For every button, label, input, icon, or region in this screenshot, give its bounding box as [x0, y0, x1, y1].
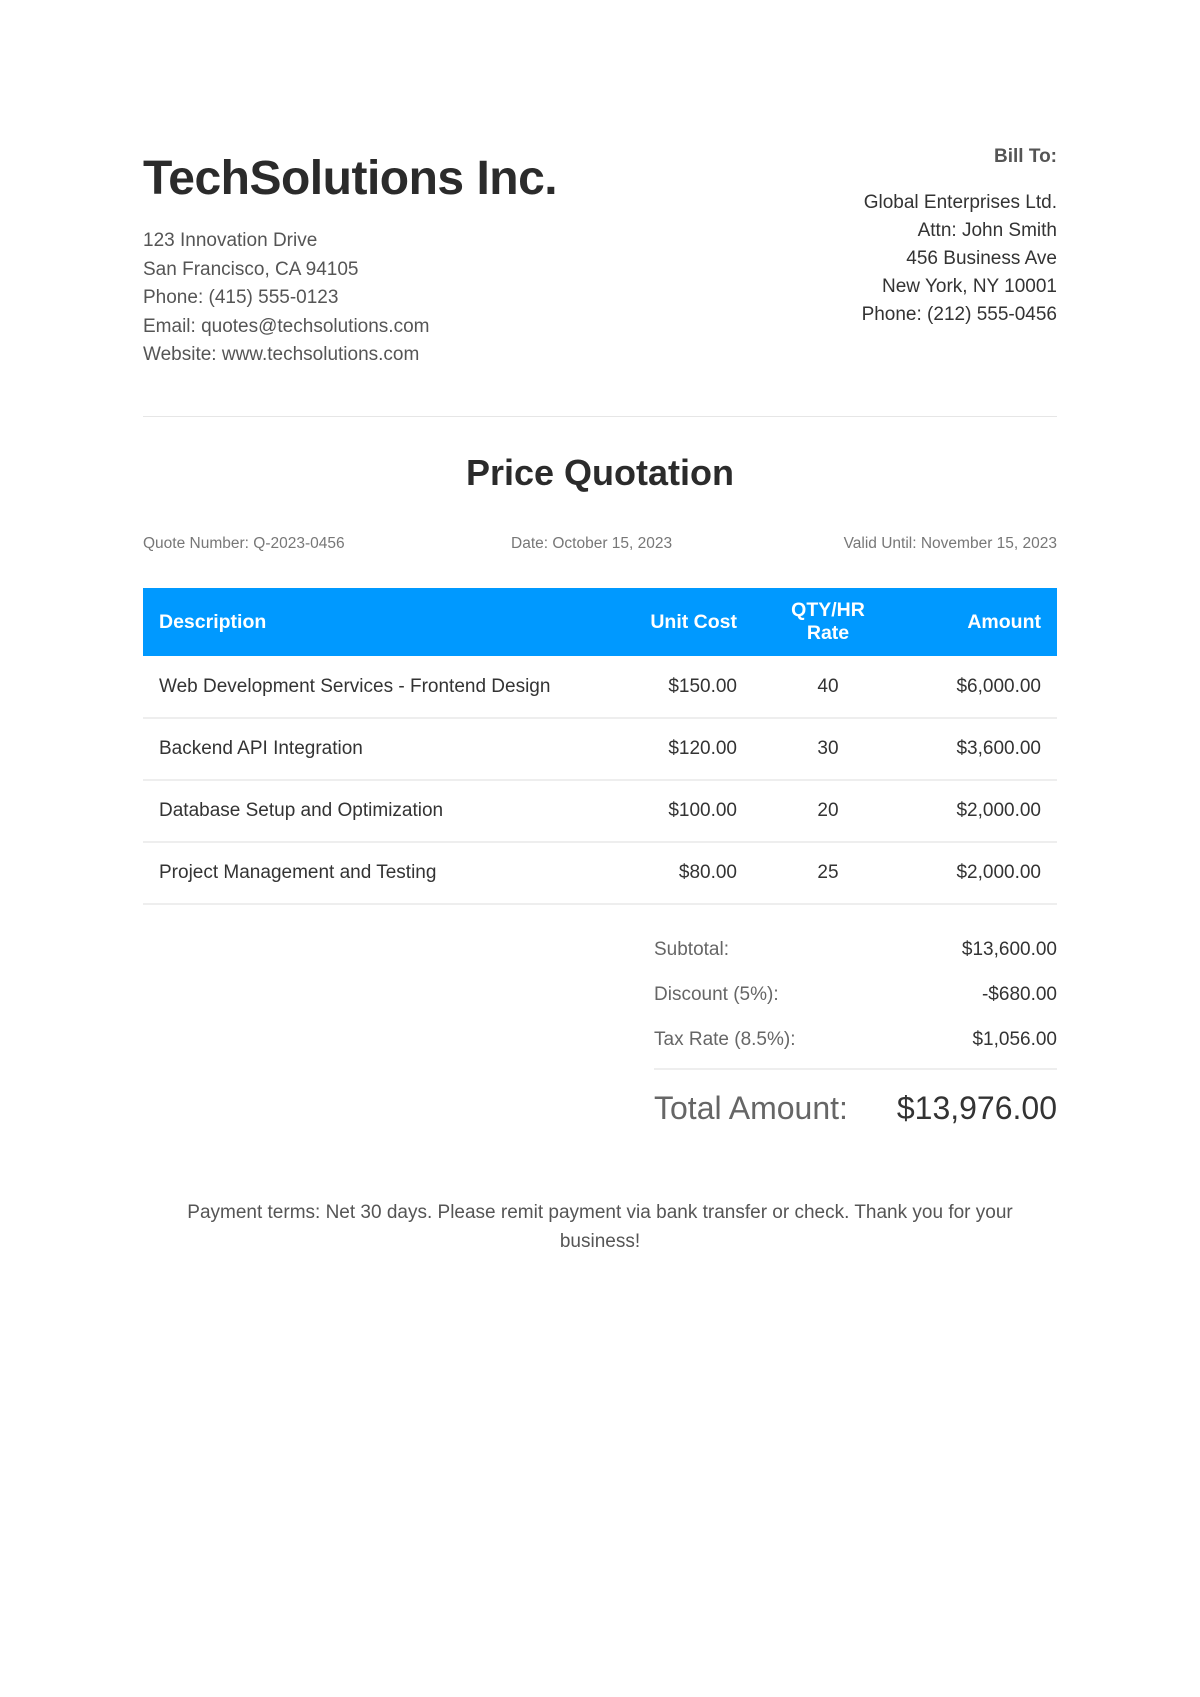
totals-block — [654, 935, 1057, 1127]
line-items-table — [143, 588, 1057, 905]
quote-date: Date: October 15, 2023 — [511, 535, 673, 552]
item-unit-cost: $80.00 — [623, 842, 753, 904]
company-name: TechSolutions Inc. — [143, 152, 558, 205]
bill-to-label: Bill To: — [994, 146, 1057, 167]
quote-meta — [143, 535, 1057, 555]
item-qty: 40 — [753, 656, 903, 718]
item-amount: $2,000.00 — [903, 780, 1057, 842]
company-address-line1: 123 Innovation Drive — [143, 230, 318, 251]
discount-row — [654, 980, 1057, 1025]
bill-to-address-line2: New York, NY 10001 — [882, 276, 1057, 297]
subtotal-label: Subtotal: — [654, 939, 729, 960]
subtotal-value: $13,600.00 — [961, 939, 1057, 960]
bill-to-address-line1: 456 Business Ave — [906, 248, 1057, 269]
column-header-qty: QTY/HR Rate — [791, 599, 865, 644]
item-qty: 25 — [753, 842, 903, 904]
bill-to-phone: Phone: (212) 555-0456 — [861, 304, 1057, 325]
item-unit-cost: $120.00 — [623, 718, 753, 780]
column-header-unit-cost: Unit Cost — [650, 610, 737, 633]
item-unit-cost: $150.00 — [623, 656, 753, 718]
item-amount: $3,600.00 — [903, 718, 1057, 780]
bill-to-company: Global Enterprises Ltd. — [863, 192, 1057, 213]
discount-label: Discount (5%): — [654, 984, 779, 1005]
total-amount-label: Total Amount: — [654, 1090, 848, 1126]
tax-value: $1,056.00 — [972, 1029, 1057, 1050]
bill-to-details — [862, 189, 1057, 329]
item-qty: 30 — [753, 718, 903, 780]
document-title: Price Quotation — [465, 452, 735, 493]
bill-to-block — [862, 145, 1057, 329]
total-amount-row — [654, 1090, 1057, 1127]
table-row — [143, 718, 1057, 780]
company-phone: Phone: (415) 555-0123 — [143, 287, 339, 308]
tax-row — [654, 1025, 1057, 1070]
total-amount-value: $13,976.00 — [896, 1090, 1057, 1126]
subtotal-row — [654, 935, 1057, 980]
item-description: Project Management and Testing — [143, 842, 623, 904]
company-email: Email: quotes@techsolutions.com — [143, 315, 430, 337]
item-description: Backend API Integration — [143, 718, 623, 780]
item-amount: $6,000.00 — [903, 656, 1057, 718]
tax-label: Tax Rate (8.5%): — [654, 1029, 796, 1050]
column-header-description: Description — [159, 610, 267, 633]
company-address-line2: San Francisco, CA 94105 — [143, 258, 359, 280]
discount-value: -$680.00 — [981, 984, 1057, 1005]
quote-valid-until: Valid Until: November 15, 2023 — [843, 535, 1057, 552]
item-qty: 20 — [753, 780, 903, 842]
table-row — [143, 780, 1057, 842]
bill-to-attn: Attn: John Smith — [917, 220, 1057, 241]
table-row — [143, 656, 1057, 718]
quote-number: Quote Number: Q-2023-0456 — [143, 535, 345, 552]
item-unit-cost: $100.00 — [623, 780, 753, 842]
header-divider — [143, 416, 1057, 417]
table-header-row — [143, 588, 1057, 656]
header — [143, 145, 1057, 375]
table-row — [143, 842, 1057, 904]
item-description: Database Setup and Optimization — [143, 780, 623, 842]
item-amount: $2,000.00 — [903, 842, 1057, 904]
column-header-amount: Amount — [967, 610, 1041, 633]
item-description: Web Development Services - Frontend Design — [143, 656, 623, 718]
company-website: Website: www.techsolutions.com — [143, 344, 420, 365]
payment-terms: Payment terms: Net 30 days. Please remit payment via bank transfer or check. Thank you for your business! — [187, 1202, 1013, 1252]
company-details — [143, 227, 429, 370]
